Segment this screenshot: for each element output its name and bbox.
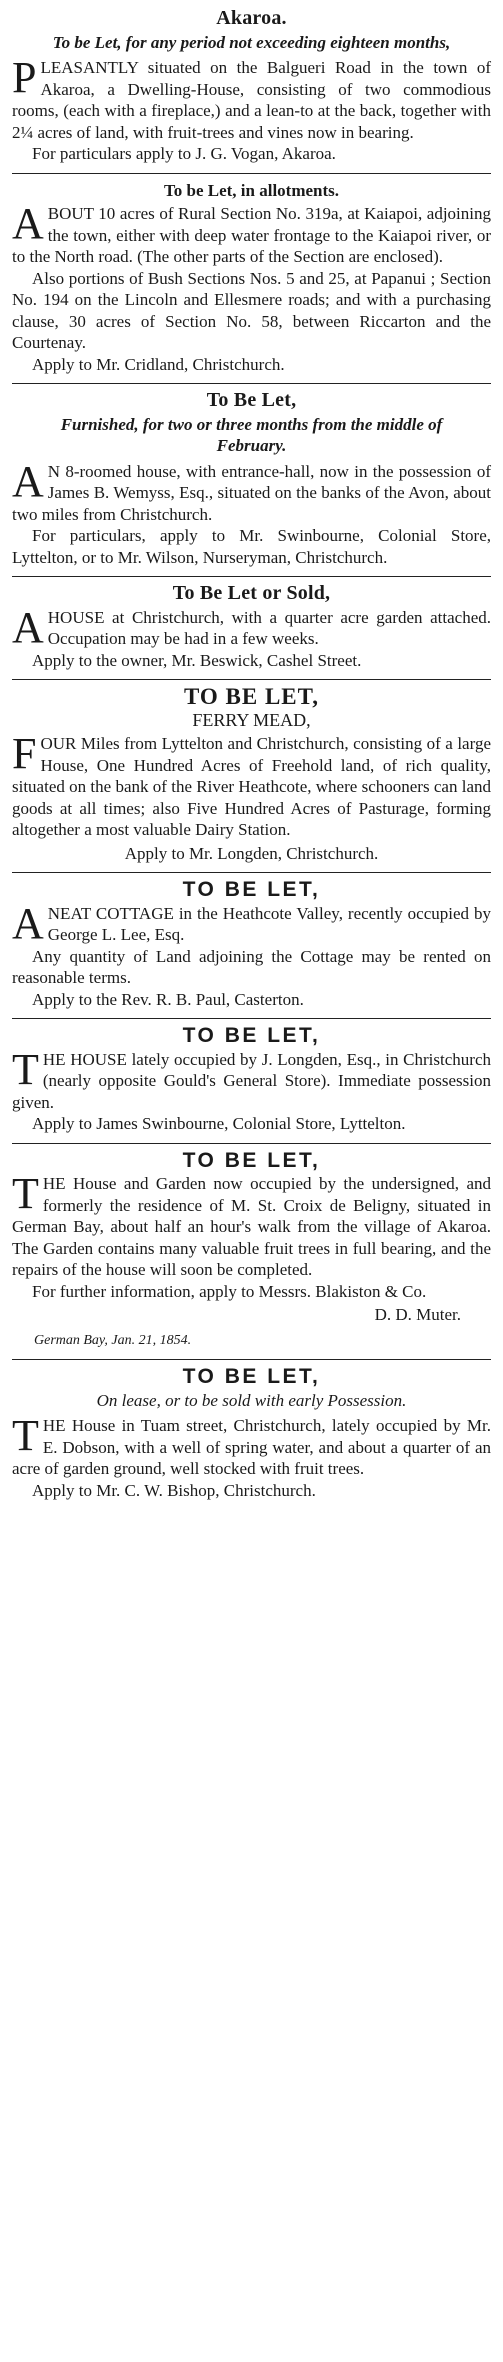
column-rule	[12, 576, 491, 577]
advert-subtitle: Furnished, for two or three months from the middle of February.	[60, 414, 443, 455]
column-rule	[12, 173, 491, 174]
advert-body	[12, 1169, 491, 1281]
advert-german-bay	[12, 1150, 491, 1352]
advert-body	[12, 898, 491, 948]
advert-body-text: HE House and Garden now occupied by the undersigned, and formerly the residence of M. St. Croix de Beligny, situated in German Bay, about half an hour's walk from the village of Akaroa. The Garden contains many valuable fruit trees in full bearing, and the repairs of the house will soon be completed.	[12, 1174, 491, 1279]
drop-cap: P	[12, 53, 37, 102]
advert-body-text: N 8-roomed house, with entrance-hall, now in the possession of James B. Wemyss, Esq., situated on the banks of the Avon, about two miles from Christchurch.	[12, 461, 491, 524]
drop-cap: F	[12, 729, 37, 778]
advert-body	[12, 1044, 491, 1114]
advert-contact: Apply to the Rev. R. B. Paul, Casterton.	[32, 989, 304, 1009]
advert-title: To be Let, in allotments.	[163, 180, 340, 200]
advert-allotments	[12, 180, 491, 376]
advert-body-text: OUR Miles from Lyttelton and Christchurch, consisting of a large House, One Hundred Acres of Freehold land, of rich quality, situated on the bank of the River Heathcote, where schooners can land goods at all times; also Five Hundred Acres of Pasturage, forming altogether a most valuable Dairy Station.	[12, 734, 491, 839]
advert-the-house	[12, 1025, 491, 1135]
column-rule	[12, 383, 491, 384]
advert-let-or-sold	[12, 583, 491, 671]
advert-contact: Apply to Mr. C. W. Bishop, Christchurch.	[32, 1480, 316, 1500]
advert-subtitle: To be Let, for any period not exceeding eighteen months,	[52, 32, 451, 52]
column-rule	[12, 1018, 491, 1019]
advert-tuam-street	[12, 1366, 491, 1501]
advert-contact: Apply to the owner, Mr. Beswick, Cashel Street.	[32, 650, 362, 670]
advert-signature: D. D. Muter.	[374, 1305, 461, 1324]
advert-contact: Apply to Mr. Cridland, Christchurch.	[32, 354, 285, 374]
advert-contact: Apply to James Swinbourne, Colonial Store, Lyttelton.	[32, 1114, 406, 1133]
drop-cap: T	[12, 1411, 39, 1460]
drop-cap: A	[12, 898, 44, 948]
column-rule	[12, 1359, 491, 1360]
advert-title: TO BE LET,	[182, 878, 321, 901]
drop-cap: A	[12, 602, 44, 652]
advert-body	[12, 729, 491, 841]
advert-title: Akaroa.	[216, 7, 287, 29]
advert-title: To Be Let or Sold,	[172, 582, 331, 604]
advert-title: TO BE LET,	[182, 1148, 321, 1172]
advert-title: TO BE LET,	[182, 1365, 321, 1388]
advert-akaroa-house	[12, 8, 491, 165]
drop-cap: A	[12, 199, 44, 248]
advert-body	[12, 1411, 491, 1480]
advert-body-text: NEAT COTTAGE in the Heathcote Valley, recently occupied by George L. Lee, Esq.	[47, 903, 491, 944]
advert-title: To Be Let,	[206, 389, 297, 411]
advert-subtitle: On lease, or to be sold with early Possession.	[96, 1390, 407, 1410]
advert-ferry-mead	[12, 686, 491, 864]
advert-body-text: HE House in Tuam street, Christchurch, lately occupied by Mr. E. Dobson, with a well of spring water, and about a quarter of an acre of garden ground, well stocked with fruit trees.	[12, 1416, 491, 1478]
advert-dateline: German Bay, Jan. 21, 1854.	[34, 1332, 192, 1348]
advert-contact: For particulars, apply to Mr. Swinbourne, Colonial Store, Lyttelton, or to Mr. Wilson, Nurseryman, Christchurch.	[12, 526, 491, 567]
drop-cap: T	[12, 1044, 39, 1094]
advert-paragraph: Any quantity of Land adjoining the Cottage may be rented on reasonable terms.	[12, 946, 491, 987]
advert-contact: For particulars apply to J. G. Vogan, Akaroa.	[32, 144, 336, 163]
column-rule	[12, 1143, 491, 1144]
advert-body-text: HOUSE at Christchurch, with a quarter acre garden attached. Occupation may be had in a few weeks.	[47, 607, 491, 648]
advert-body-text: HE HOUSE lately occupied by J. Longden, Esq., in Christchurch (nearly opposite Gould's General Store). Immediate possession given.	[12, 1049, 491, 1112]
drop-cap: A	[12, 456, 44, 506]
advert-body	[12, 456, 491, 526]
advert-body-text: BOUT 10 acres of Rural Section No. 319a, at Kaiapoi, adjoining the town, either with deep water frontage to the Kaiapoi river, or to the North road. (The other parts of the Section are enclosed).	[12, 204, 491, 266]
advert-furnished-house	[12, 390, 491, 568]
advert-contact: For further information, apply to Messrs. Blakiston & Co.	[32, 1281, 427, 1301]
advert-neat-cottage	[12, 879, 491, 1010]
advert-title: TO BE LET,	[182, 1024, 321, 1047]
advert-body	[12, 602, 491, 652]
advert-contact: Apply to Mr. Longden, Christchurch.	[124, 843, 379, 863]
advert-paragraph: Also portions of Bush Sections Nos. 5 and 25, at Papanui ; Section No. 194 on the Lincoln and Ellesmere roads; and with a purchasing clause, 30 acres of Section No. 58, between Riccarton and the Courtenay.	[12, 268, 491, 352]
advert-body	[12, 199, 491, 268]
drop-cap: T	[12, 1169, 39, 1218]
column-rule	[12, 679, 491, 680]
advert-body	[12, 53, 491, 143]
advert-body-text: LEASANTLY situated on the Balgueri Road in the town of Akaroa, a Dwelling-House, consisting of two commodious rooms, (each with a fireplace,) and a lean-to at the back, together with 2¼ acres of land, with fruit-trees and vines now in bearing.	[12, 58, 491, 142]
advert-subline: FERRY MEAD,	[192, 709, 311, 730]
column-rule	[12, 872, 491, 873]
advert-title: TO BE LET,	[183, 684, 320, 709]
